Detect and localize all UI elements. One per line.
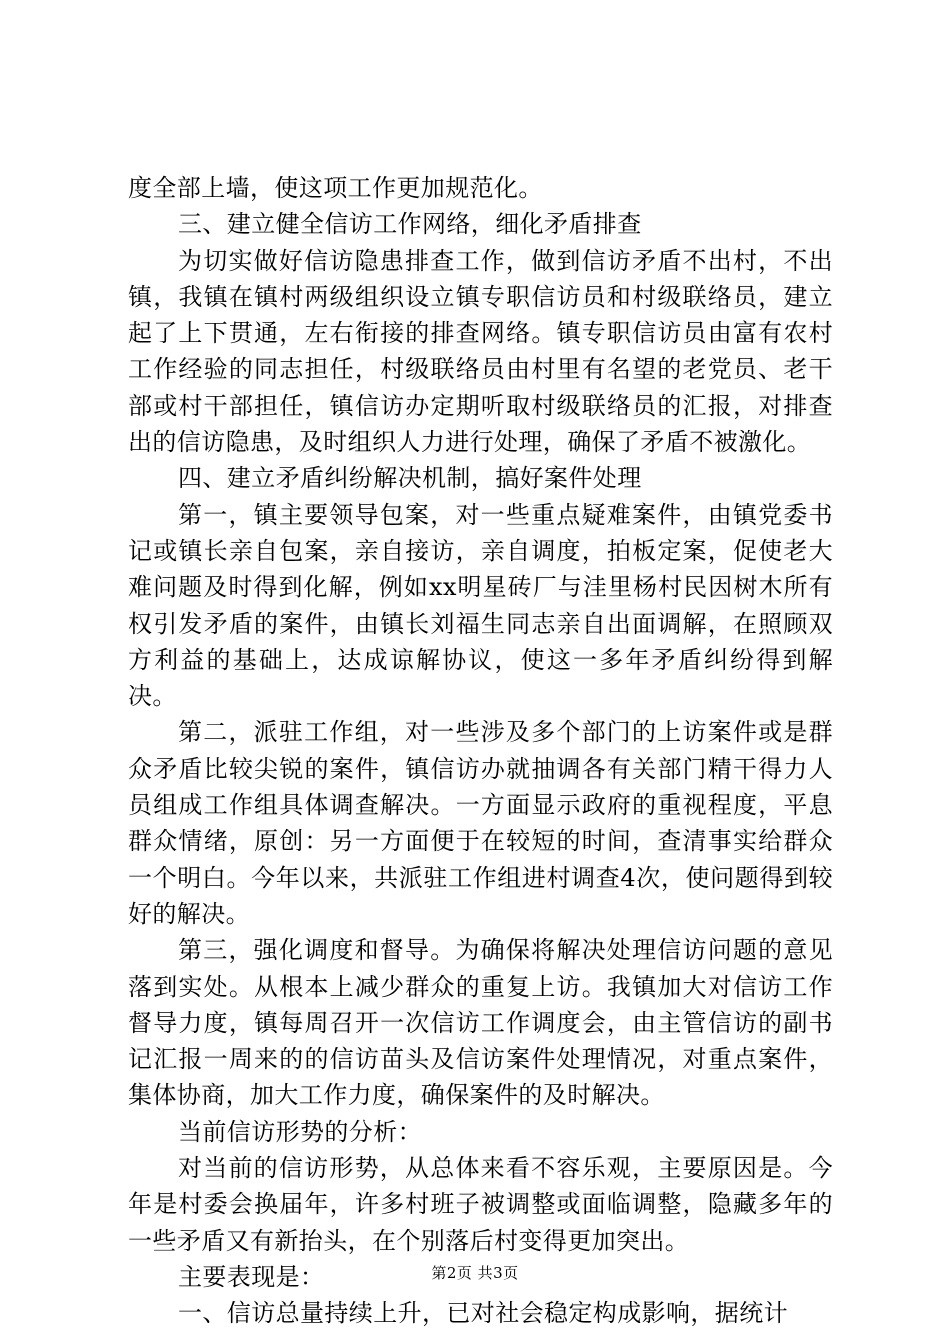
section-heading: 主要表现是： <box>178 1262 325 1291</box>
document-body <box>128 170 833 1332</box>
section-heading: 四、建立矛盾纠纷解决机制，搞好案件处理 <box>178 464 642 493</box>
page-number-footer: 第2页 共3页 <box>431 1264 519 1282</box>
paragraph: 度全部上墙，使这项工作更加规范化。 <box>128 174 543 202</box>
section-heading: 三、建立健全信访工作网络，细化矛盾排查 <box>178 210 642 239</box>
paragraph: 第一，镇主要领导包案，对一些重点疑难案件，由镇党委书记或镇长亲自包案，亲自接访，亲自调度，拍板定案，促使老大难问题及时得到化解，例如xx明星砖厂与洼里杨村民因树木所有权引发矛盾的案件，由镇长刘福生同志亲自出面调解，在照顾双方利益的基础上，达成谅解协议，使这一多年矛盾纠纷得到解决。 <box>128 500 833 711</box>
paragraph: 第二，派驻工作组，对一些涉及多个部门的上访案件或是群众矛盾比较尖锐的案件，镇信访办就抽调各有关部门精干得力人员组成工作组具体调查解决。一方面显示政府的重视程度，平息群众情绪，原创：另一方面便于在较短的时间，查清事实给群众一个明白。今年以来，共派驻工作组进村调查4次，使问题得到较好的解决。 <box>128 718 833 928</box>
paragraph: 对当前的信访形势，从总体来看不容乐观，主要原因是。今年是村委会换届年，许多村班子被调整或面临调整，隐藏多年的一些矛盾又有新抬头，在个别落后村变得更加突出。 <box>128 1154 833 1255</box>
section-heading: 当前信访形势的分析： <box>178 1117 422 1146</box>
paragraph: 一、信访总量持续上升，已对社会稳定构成影响，据统计 <box>178 1299 788 1328</box>
paragraph: 第三，强化调度和督导。为确保将解决处理信访问题的意见落到实处。从根本上减少群众的重复上访。我镇加大对信访工作督导力度，镇每周召开一次信访工作调度会，由主管信访的副书记汇报一周来的的信访苗头及信访案件处理情况，对重点案件，集体协商，加大工作力度，确保案件的及时解决。 <box>128 936 833 1110</box>
paragraph: 为切实做好信访隐患排查工作，做到信访矛盾不出村，不出镇，我镇在镇村两级组织设立镇专职信访员和村级联络员，建立起了上下贯通，左右衔接的排查网络。镇专职信访员由富有农村工作经验的同志担任，村级联络员由村里有名望的老党员、老干部或村干部担任，镇信访办定期听取村级联络员的汇报，对排查出的信访隐患，及时组织人力进行处理，确保了矛盾不被激化。 <box>128 246 833 457</box>
